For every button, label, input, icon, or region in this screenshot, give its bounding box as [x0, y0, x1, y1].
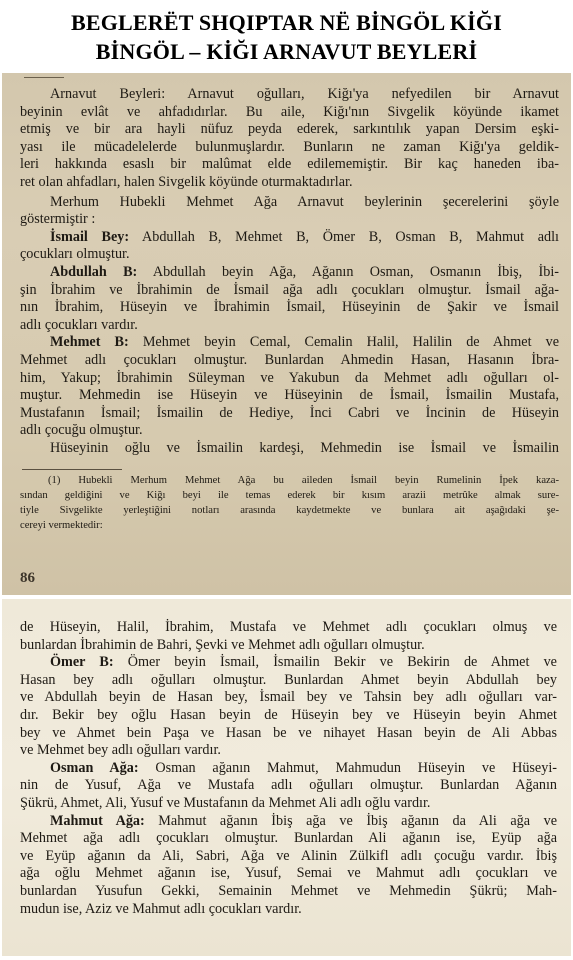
text-line: Hüseyinin oğlu ve İsmailin kardeşi, Mehmedin ise İsmail ve İsmailin — [50, 439, 559, 456]
abdullah-entry — [20, 264, 559, 334]
text-line: him, Yakup; İbrahimin Süleyman ve Yakubun da Mehmet adlı oğulları ol- — [20, 369, 559, 386]
text-line: Mahmut Ağa: Mahmut ağanın İbiş ağa ve İbiş ağanın da Ali ağa ve — [50, 812, 558, 829]
scanned-page-87 — [2, 599, 571, 956]
text-line: şin İbrahim ve İbrahimin de İsmail ağa adlı çocukları olmuştur. İsmail ağa- — [20, 281, 559, 298]
osman-entry — [20, 760, 557, 813]
text-line: Mehmet ağa adlı çocukları olmuştur. Bunlardan Ali ağanın ise, Eyüp ağa — [20, 830, 557, 847]
caption-title-albanian: BEGLERËT SHQIPTAR NË BİNGÖL KİĞI — [70, 10, 503, 35]
caption-title-turkish: BİNGÖL – KİĞI ARNAVUT BEYLERİ — [95, 39, 478, 64]
intro-paragraph — [20, 86, 559, 192]
text-line: çocukları olmuştur. — [20, 246, 130, 263]
text-line: bunlardan İbrahimin de Bahri, Şevki ve Mehmet adlı oğulları olmuştur. — [20, 636, 425, 653]
text-line: Abdullah B: Abdullah beyin Ağa, Ağanın Osman, Osmanın İbiş, İbi- — [50, 263, 559, 280]
text-line: de Hüseyin, Halil, İbrahim, Mustafa ve Mehmet adlı çocukları olmuş ve — [20, 619, 557, 635]
text-line: Mehmet adlı çocukları olmuştur. Bunlardan Ahmedin Hasan, Hasanın İbra- — [20, 351, 559, 368]
text-line: ve Eyüp ağanın da Ali, Sabri, Ağa ve Alinin Zülkifl adlı çocuğu vardır. İbiş — [20, 847, 557, 864]
text-line: Merhum Hubekli Mehmet Ağa Arnavut beylerinin şecerelerini şöyle — [50, 193, 559, 210]
text-line: dır. Bekir bey oğlu Hasan beyin de Hüseyin bey ve Hüseyin beyin Ahmet — [20, 706, 557, 723]
footnote-line: cereyi vermektedir: — [20, 519, 103, 531]
caption-header — [0, 0, 573, 72]
text-line: ve Mehmet bey adlı oğulları vardır. — [20, 742, 221, 759]
text-line: İsmail Bey: Abdullah B, Mehmet B, Ömer B, Osman B, Mahmut adlı — [50, 228, 559, 245]
entry-label: Abdullah B: — [50, 263, 138, 280]
text-line: ve Abdullah beyin de Hasan bey, İsmail bey ve Tahsin bey adlı oğulları var- — [20, 689, 557, 706]
source-paragraph — [20, 194, 559, 229]
text-line: Ömer B: Ömer beyin İsmail, İsmailin Bekir ve Bekirin de Ahmet ve — [50, 654, 557, 671]
footnote-line: tiyle Sivgelikte yerleştiğini notları arasında kaydetmekte ve bunlara ait aşağıdaki şe- — [20, 505, 559, 517]
footnote — [20, 474, 559, 533]
text-line: Mustafanın İsmail; İsmailin de Hediye, İnci Cabri ve İncinin de Hüseyin — [20, 404, 559, 421]
mahmut-entry — [20, 813, 557, 919]
omer-entry — [20, 654, 557, 760]
page-edge-mark — [24, 77, 64, 84]
entry-label: İsmail Bey: — [50, 228, 130, 245]
ismail-bey-entry — [20, 229, 559, 264]
text-line: ağa oğlu Mehmet ağanın ise, Yusuf, Semai ve Mahmut adlı çocukları ve — [20, 865, 557, 882]
footnote-line: sından geldiğini ve Kiğı beyi ile temas ederek bir kısım arazii metrûke almak sure- — [20, 490, 559, 502]
text-line: mudun ise, Aziz ve Mahmut adlı çocukları vardır. — [20, 900, 302, 917]
text-line: göstermiştir : — [20, 211, 96, 228]
text-line: bey ve Ahmet bein Paşa ve Hasan be ve nihayet Hasan beyin de Ali Abbas — [20, 724, 557, 741]
entry-label: Osman Ağa: — [50, 759, 139, 776]
mehmet-entry — [20, 334, 559, 440]
entry-label: Ömer B: — [50, 654, 114, 671]
text-line: Şükrü, Ahmet, Ali, Yusuf ve Mustafanın da Mehmet Ali adlı oğlu vardır. — [20, 794, 431, 811]
page-number: 86 — [20, 570, 35, 586]
entry-label: Mehmet B: — [50, 334, 129, 351]
text-line: Mehmet B: Mehmet beyin Cemal, Cemalin Halil, Halilin de Ahmet ve — [50, 334, 560, 351]
text-line: Osman Ağa: Osman ağanın Mahmut, Mahmudun Hüseyin ve Hüseyi- — [50, 759, 557, 776]
text-line: bunlardan Yusufun Gekki, Semainin Mehmet ve Mehmedin Şükrü; Mah- — [20, 882, 557, 899]
scanned-page-86 — [2, 73, 571, 595]
text-line: beyinin evlât ve ahfadıdırlar. Bu aile, Kiğı'nın Sivgelik köyünde ikamet — [20, 103, 559, 120]
text-line: Hasan bey adlı oğulları olmuştur. Bunlardan Ahmet beyin Abdullah bey — [20, 671, 557, 688]
text-line: adlı çocukları vardır. — [20, 316, 138, 333]
text-line: muştur. Mehmedin ise Hüseyin ve Hüseyinin de İsmail, İsmailin Mustafa, — [20, 387, 559, 404]
text-line: adlı çocuğu olmuştur. — [20, 422, 143, 439]
text-line: etmiş ve bir ara hayli nüfuz peyda ederek, sarkıntılık yapan Dersim eşki- — [20, 121, 559, 138]
continuation-paragraph — [20, 619, 557, 654]
text-line: ret olan ahfadları, halen Sivgelik köyünde oturmaktadırlar. — [20, 173, 353, 190]
text-line: Arnavut Beyleri: Arnavut oğulları, Kiğı'ya nefyedilen bir Arnavut — [50, 86, 559, 102]
footnote-line: (1) Hubekli Merhum Mehmet Ağa bu aileden İsmail beyin Rumelinin İpek kaza- — [48, 475, 559, 487]
entry-label: Mahmut Ağa: — [50, 812, 145, 829]
text-line: yası ile mücadelelerde bulunmuşlardır. Bunların ne zaman Kiğı'ya geldik- — [20, 138, 559, 155]
footnote-rule — [22, 469, 122, 470]
text-line: nin de Yusuf, Ağa ve Mustafa adlı oğulları olmuştur. Bunlardan Ağanın — [20, 777, 557, 794]
text-line: nın İbrahim, Hüseyin ve İbrahimin İsmail, Hüseyinin de Şakir ve İsmail — [20, 299, 559, 316]
text-line: leri hakkında esaslı bir malûmat elde edilememiştir. Bir kaç haneden iba- — [20, 156, 559, 173]
